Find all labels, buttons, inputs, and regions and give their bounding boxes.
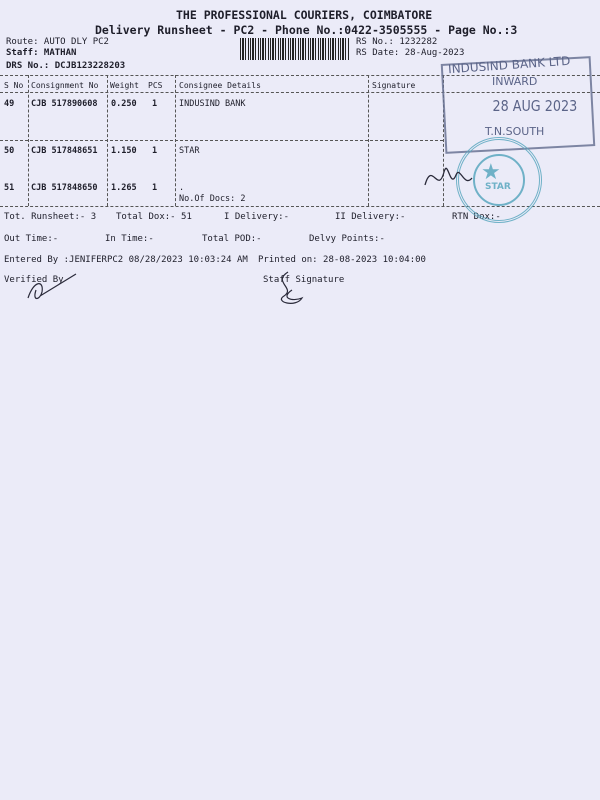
tot-runsheet: Tot. Runsheet:- 3 [4, 212, 97, 222]
staff-label: Staff: MATHAN [6, 48, 77, 58]
table-row-sno: 51 [4, 183, 15, 193]
drs-number: DRS No.: DCJB123228203 [6, 61, 126, 71]
total-pod: Total POD:- [202, 234, 262, 244]
table-row-consignee: . [179, 183, 185, 193]
col-header-signature: Signature [372, 81, 416, 90]
rtn-dox: RTN Dox:- [452, 212, 501, 222]
table-row-weight: 0.250 [111, 99, 137, 109]
total-dox: Total Dox:- 51 [116, 212, 192, 222]
printed-on: Printed on: 28-08-2023 10:04:00 [258, 255, 426, 265]
col-header-sno: S No [4, 81, 24, 90]
entered-by: Entered By :JENIFERPC2 08/28/2023 10:03:24 AM [4, 255, 248, 265]
rs-number: RS No.: 1232282 [356, 37, 438, 47]
ii-delivery: II Delivery:- [335, 212, 406, 222]
col-header-consignment: Consignment No [31, 81, 99, 90]
verified-signature [20, 268, 80, 310]
table-row-pcs: 1 [152, 146, 158, 156]
table-row-consignment: CJB 517890608 [31, 99, 98, 109]
row-divider [0, 140, 443, 141]
out-time: Out Time:- [4, 234, 59, 244]
staff-signature-label: Staff Signature [263, 275, 345, 285]
company-title: THE PROFESSIONAL COURIERS, COIMBATORE [176, 8, 433, 22]
stamp-date: 28 AUG 2023 [492, 97, 578, 115]
barcode [240, 38, 350, 60]
table-row-consignee: STAR [179, 146, 200, 156]
table-row-sno: 50 [4, 146, 15, 156]
table-row-weight: 1.265 [111, 183, 137, 193]
signature-scribble [420, 150, 480, 200]
table-row-pcs: 1 [152, 183, 158, 193]
runsheet-title: Delivery Runsheet - PC2 - Phone No.:0422-3505555 - Page No.:3 [95, 23, 518, 37]
table-row-consignment: CJB 517848650 [31, 183, 98, 193]
table-row-weight: 1.150 [111, 146, 137, 156]
table-row-consignment: CJB 517848651 [31, 146, 98, 156]
stamp-bank-name: INDUSIND BANK LTD [447, 53, 571, 77]
rs-date: RS Date: 28-Aug-2023 [356, 48, 465, 58]
table-row-consignee: INDUSIND BANK [179, 99, 246, 109]
i-delivery: I Delivery:- [224, 212, 290, 222]
col-header-pcs: PCS [148, 81, 163, 90]
no-of-docs: No.Of Docs: 2 [179, 194, 246, 204]
star-icon: ★ [481, 160, 501, 185]
in-time: In Time:- [105, 234, 154, 244]
stamp-inward: INWARD [492, 75, 538, 88]
route-label: Route: AUTO DLY PC2 [6, 37, 109, 47]
stamp-branch: T.N.SOUTH [485, 125, 545, 138]
table-row-sno: 49 [4, 99, 15, 109]
verified-by-label: Verified By [4, 275, 64, 285]
staff-signature [262, 268, 310, 312]
col-header-consignee: Consignee Details [179, 81, 261, 90]
delvy-points: Delvy Points:- [309, 234, 385, 244]
table-row-pcs: 1 [152, 99, 158, 109]
col-header-weight: Weight [110, 81, 139, 90]
seal-center-text: STAR [485, 182, 511, 192]
